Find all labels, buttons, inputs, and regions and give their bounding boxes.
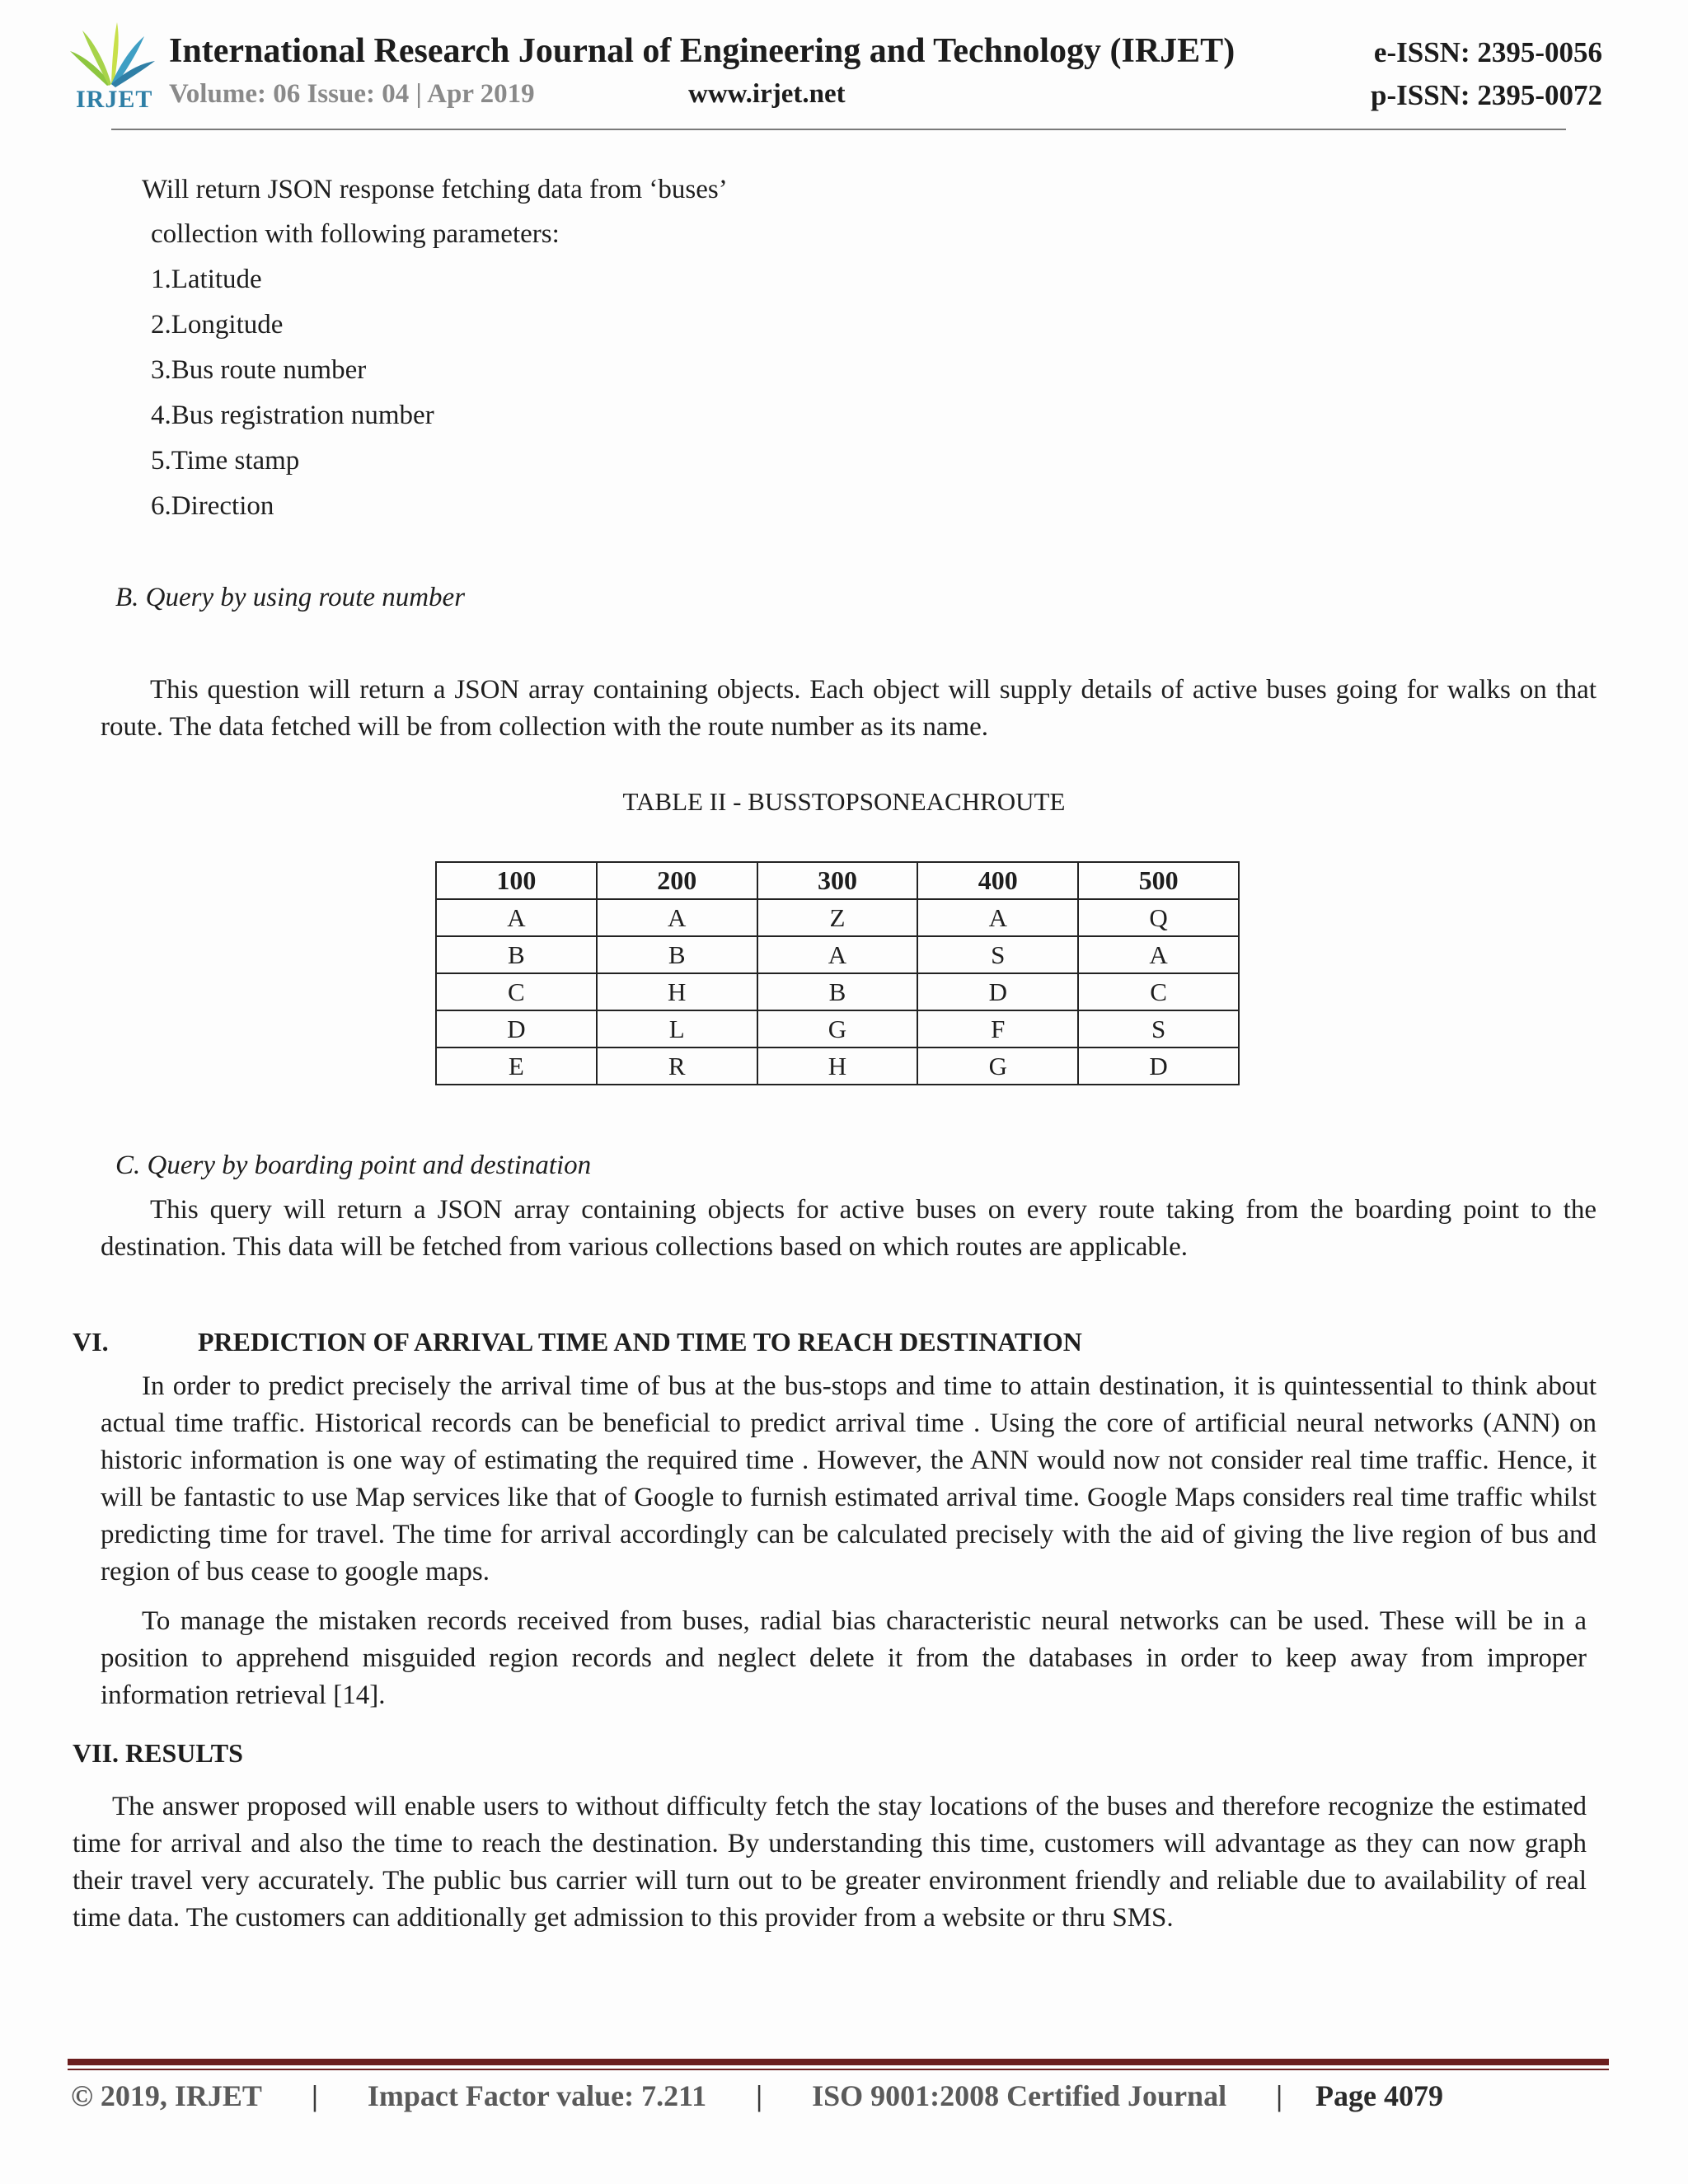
table-cell: G (917, 1047, 1078, 1085)
section-vi-paragraph-1 (101, 1368, 1597, 1591)
section-c-paragraph (101, 1192, 1597, 1266)
e-issn: e-ISSN: 2395-0056 (1373, 36, 1602, 68)
table-cell: S (917, 936, 1078, 973)
section-vii-text: The answer proposed will enable users to without difficulty fetch the stay locations of the buses and therefore recognize the estimated time for arrival and also the time to reach the destination. By understanding this time, customers will advantage as they can now graph their travel very accurately. The public bus carrier will turn out to be greater environment friendly and reliable due to availability of real time data. The customers can additionally get admission to this provider from a website or thru SMS. (73, 1792, 1587, 1933)
section-c-text: This query will return a JSON array containing objects for active buses on every route taking from the boarding point to the destination. This data will be fetched from various collections based on which routes are applicable. (101, 1195, 1597, 1262)
column-header: 400 (917, 862, 1078, 899)
footer-iso: ISO 9001:2008 Certified Journal (812, 2079, 1227, 2112)
table-cell: D (917, 973, 1078, 1010)
header-divider (111, 129, 1566, 130)
section-vi-title: PREDICTION OF ARRIVAL TIME AND TIME TO REACH DESTINATION (198, 1327, 1082, 1357)
column-header: 500 (1078, 862, 1239, 899)
param-item: 3.Bus route number (151, 355, 367, 385)
table-row (436, 899, 1239, 936)
section-c-heading: C. Query by boarding point and destination (115, 1151, 592, 1180)
table-cell: A (1078, 936, 1239, 973)
table-row (436, 1047, 1239, 1085)
table-cell: H (757, 1047, 918, 1085)
column-header: 200 (597, 862, 757, 899)
footer-separator: | (756, 2079, 763, 2112)
table-cell: R (597, 1047, 757, 1085)
journal-header (0, 0, 1688, 140)
table-row (436, 936, 1239, 973)
table-cell: A (917, 899, 1078, 936)
journal-website[interactable]: www.irjet.net (688, 79, 846, 109)
table-cell: C (436, 973, 597, 1010)
volume-issue: Volume: 06 Issue: 04 | Apr 2019 (169, 79, 535, 109)
footer-copyright: © 2019, IRJET (71, 2079, 262, 2112)
footer-separator: | (1276, 2079, 1283, 2112)
param-item: 2.Longitude (151, 310, 284, 340)
page-footer (71, 2079, 1443, 2113)
table-cell: F (917, 1010, 1078, 1047)
column-header: 300 (757, 862, 918, 899)
param-item: 1.Latitude (151, 265, 262, 294)
table-cell: B (757, 973, 918, 1010)
table-header-row (436, 862, 1239, 899)
table-cell: H (597, 973, 757, 1010)
logo-wordmark: IRJET (76, 86, 153, 113)
section-vi-text-1: In order to predict precisely the arrival time of bus at the bus-stops and time to attain destination, it is quintessential to think about actual time traffic. Historical records can be beneficial to predict arrival time . Using the core of artificial neural networks (ANN) on historic information is one way of estimating the required time . However, the ANN would now not consider real time traffic. Hence, it will be fantastic to use Map services like that of Google to furnish estimated arrival time. Google Maps considers real time traffic whilst predicting time for travel. The time for arrival accordingly can be calculated precisely with the aid of giving the live region of bus and region of bus cease to google maps. (101, 1371, 1597, 1586)
table-cell: B (436, 936, 597, 973)
table-caption: TABLE II - BUSSTOPSONEACHROUTE (622, 787, 1066, 816)
table-cell: G (757, 1010, 918, 1047)
section-vii-title: VII. RESULTS (73, 1738, 243, 1768)
table-cell: B (597, 936, 757, 973)
bus-stops-table (435, 861, 1240, 1085)
table-cell: A (597, 899, 757, 936)
table-cell: S (1078, 1010, 1239, 1047)
intro-line-2: collection with following parameters: (151, 219, 560, 249)
table-cell: Z (757, 899, 918, 936)
section-vi-paragraph-2 (101, 1603, 1587, 1714)
section-b-text: This question will return a JSON array containing objects. Each object will supply details of active buses going for walks on that route. The data fetched will be from collection with the route number as its name. (101, 675, 1597, 742)
column-header: 100 (436, 862, 597, 899)
table-cell: A (436, 899, 597, 936)
footer-separator: | (311, 2079, 318, 2112)
section-vi-text-2: To manage the mistaken records received from buses, radial bias characteristic neural networks can be used. These will be in a position to apprehend misguided region records and neglect delete it from the databases in order to keep away from improper information retrieval [14]. (101, 1606, 1587, 1710)
table-cell: E (436, 1047, 597, 1085)
footer-rule-thick (68, 2059, 1609, 2065)
table-cell: Q (1078, 899, 1239, 936)
section-vi-number: VI. (73, 1327, 109, 1357)
param-item: 6.Direction (151, 491, 274, 521)
section-vii-paragraph (73, 1788, 1587, 1937)
intro-line-1: Will return JSON response fetching data from ‘buses’ (142, 175, 728, 204)
param-item: 5.Time stamp (151, 446, 300, 476)
section-b-paragraph (101, 672, 1597, 746)
p-issn: p-ISSN: 2395-0072 (1370, 79, 1602, 111)
section-b-heading: B. Query by using route number (115, 583, 466, 612)
footer-page-number: Page 4079 (1315, 2079, 1443, 2112)
table-cell: D (1078, 1047, 1239, 1085)
table-row (436, 973, 1239, 1010)
table-cell: D (436, 1010, 597, 1047)
table-row (436, 1010, 1239, 1047)
table-cell: C (1078, 973, 1239, 1010)
param-item: 4.Bus registration number (151, 401, 434, 430)
table-cell: A (757, 936, 918, 973)
footer-rule-thin (68, 2069, 1609, 2070)
journal-title: International Research Journal of Engineering and Technology (IRJET) (169, 32, 1236, 70)
footer-impact-factor: Impact Factor value: 7.211 (367, 2079, 707, 2112)
table-cell: L (597, 1010, 757, 1047)
